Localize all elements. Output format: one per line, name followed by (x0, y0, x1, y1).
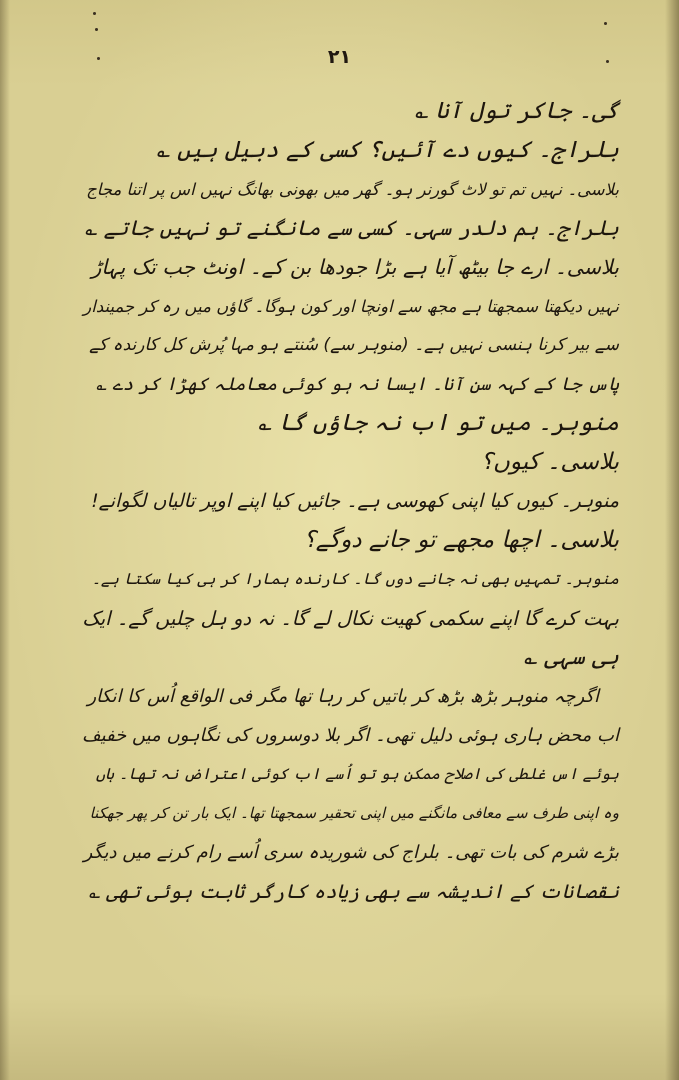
ink-speck (93, 12, 96, 15)
ink-speck (95, 28, 98, 31)
text-line: ہی سہی ؎ (523, 644, 619, 670)
text-line: اگرچہ منوہر بڑھ بڑھ کر باتیں کر رہا تھا مگر فی الواقع اُس کا انکار (87, 686, 599, 707)
text-line: بلراج۔ ہم دلدر سہی۔ کسی سے مانگنے تو نہیں جاتے ؎ (84, 216, 619, 240)
text-line: پاس جا کے کہہ سن آنا۔ ایسا نہ ہو کوئی معاملہ کھڑا کر دے ؎ (95, 374, 619, 395)
text-line: بلاسی۔ ارے جا بیٹھ آیا ہے بڑا جودھا بن کے۔ اونٹ جب تک پہاڑ (91, 255, 619, 279)
text-line: نہیں دیکھتا سمجھتا ہے مجھ سے اونچا اور کون ہوگا۔ گاؤں میں رہ کر جمیندار (83, 297, 619, 316)
text-line: بلاسی۔ اچھا مجھے تو جانے دوگے؟ (303, 527, 619, 553)
text-line: وہ اپنی طرف سے معافی مانگنے میں اپنی تحقیر سمجھتا تھا۔ ایک بار تن کر پھر جھکنا (89, 804, 619, 822)
text-line: بلراج۔ کیوں دے آئیں؟ کسی کے دبیل ہیں ؎ (156, 137, 619, 163)
page-text (82, 92, 619, 911)
text-line: سے بیر کرنا ہنسی نہیں ہے۔ (منوہر سے) سُنتے ہو مہا پُرش کل کارندہ کے (89, 335, 619, 355)
text-line: ہوئے اس غلطی کی اصلاح ممکن ہو تو اُسے اب کوئی اعتراض نہ تھا۔ ہاں (95, 765, 619, 783)
text-line: منوہر۔ کیوں کیا اپنی کھوسی ہے۔ جائیں کیا اپنے اوپر تالیاں لگوانے! (91, 490, 619, 512)
text-line: بلاسی۔ کیوں؟ (480, 449, 619, 475)
text-line: منوہر۔ تمہیں بھی نہ جانے دوں گا۔ کارندہ ہمارا کر ہی کیا سکتا ہے۔ (91, 570, 619, 588)
ink-speck (604, 22, 607, 25)
text-line: بڑے شرم کی بات تھی۔ بلراج کی شوریدہ سری اُسے رام کرنے میں دیگر (83, 842, 619, 863)
page-left-shadow (0, 0, 10, 1080)
text-line: بلاسی۔ نہیں تم تو لاٹ گورنر ہو۔ گھر میں بھونی بھانگ نہیں اس پر اتنا مجاج (86, 180, 619, 199)
text-line: نقصانات کے اندیشہ سے بھی زیادہ کارگر ثابت ہوئی تھی ؎ (88, 880, 619, 903)
text-line: گی۔ جاکر تول آنا ؎ (414, 98, 619, 124)
page-number: ۲۱ (327, 46, 352, 68)
page-right-shadow (665, 0, 679, 1080)
text-line: بہت کرے گا اپنے سکمی کھیت نکال لے گا۔ نہ دو ہل چلیں گے۔ ایک (82, 607, 619, 630)
text-line: منوہر۔ میں تو اب نہ جاؤں گا ؎ (257, 410, 619, 436)
text-line: اب محض ہاری ہوئی دلیل تھی۔ اگر بلا دوسروں کی نگاہوں میں خفیف (81, 725, 619, 746)
